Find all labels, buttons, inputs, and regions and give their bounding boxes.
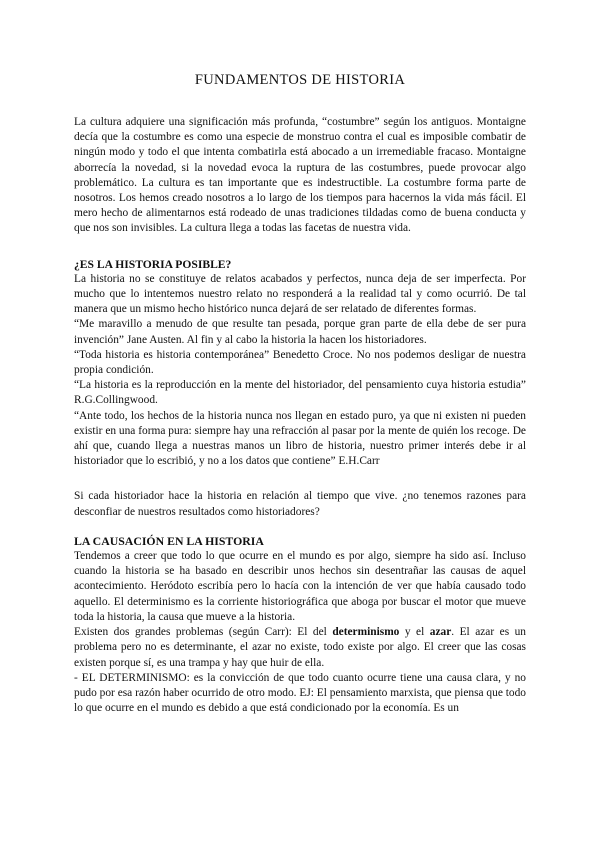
- spacer: [74, 520, 526, 534]
- problems-paragraph: [74, 625, 526, 671]
- text-run: . El azar es un problema pero no es determinante, el azar no existe, todo existe por algo. El creer que las cosas existen porque sí, es una trampa y hay que huir de ella.: [74, 626, 526, 669]
- text-run: y el: [399, 626, 430, 639]
- quote-austen: “Me maravillo a menudo de que resulte tan pesada, porque gran parte de ella debe de ser pura invención” Jane Austen. Al fin y al cabo la historia la hacen los historiadores.: [74, 318, 526, 346]
- intro-paragraph: La cultura adquiere una significación más profunda, “costumbre” según los antiguos. Montaigne decía que la costumbre es como una especie de monstruo contra el cual es imposible combatir de ningún modo y todo el que intenta combatirla está abocado a un irremediable fracaso. Montaigne aborrecía la novedad, si la novedad evoca la ruptura de las costumbres, puede provocar algo problemático. La cultura es tan importante que es indestructible. La costumbre forma parte de nosotros. Los hemos creado nosotros a lo largo de los tiempos para hacernos la vida más fácil. El mero hecho de alimentarnos está rodeado de unas tradiciones tildadas como de buena conducta y que nos son invisibles. La cultura llega a todas las facetas de nuestra vida.: [74, 116, 526, 235]
- quote-collingwood: “La historia es la reproducción en la mente del historiador, del pensamiento cuya historia estudia” R.G.Collingwood.: [74, 379, 526, 407]
- spacer: [74, 237, 526, 257]
- quote-croce: “Toda historia es historia contemporánea” Benedetto Croce. No nos podemos desligar de nuestra propia condición.: [74, 348, 526, 377]
- paragraph: La historia no se constituye de relatos acabados y perfectos, nunca deja de ser imperfecta. Por mucho que lo intentemos nuestro relato no responderá a la realidad tal y como ocurrió. De tal manera que un mismo hecho histórico nunca dejará de ser relatado de diferentes formas.: [74, 272, 526, 316]
- paragraph: Tendemos a creer que todo lo que ocurre en el mundo es por algo, siempre ha sido así. Incluso cuando la historia se ha basado en describir unos hechos sin desentrañar las causas de aquel acontecimiento. Heródoto escribía pero lo hacía con la intención de ver que había causado todo aquello. El determinismo es la corriente historiográfica que aboga por buscar el motor que mueve toda la historia, la causa que mueve a la historia.: [74, 550, 526, 623]
- section-heading-causacion: LA CAUSACIÓN EN LA HISTORIA: [74, 533, 264, 548]
- question-paragraph: Si cada historiador hace la historia en relación al tiempo que vive. ¿no tenemos razones para desconfiar de nuestros resultados como historiadores?: [74, 490, 526, 518]
- determinismo-paragraph: - EL DETERMINISMO: es la convicción de que todo cuanto ocurre tiene una causa clara, y no pudo por esa razón haber ocurrido de otro modo. EJ: El pensamiento marxista, que piensa que todo lo que ocurre en el mundo es debido a que está condicionado por la economía. Es un: [74, 671, 526, 715]
- document-title: FUNDAMENTOS DE HISTORIA: [194, 72, 406, 88]
- spacer: [74, 469, 526, 489]
- section-heading-historia-posible: ¿ES LA HISTORIA POSIBLE?: [74, 257, 232, 271]
- quote-carr: “Ante todo, los hechos de la historia nunca nos llegan en estado puro, ya que ni existen ni pueden existir en una forma pura: siempre hay una refracción al pasar por la mente de quién los recoge. De ahí que, cuando llega a nuestras manos un libro de historia, nuestro primer interés debe ir al historiador que lo escribió, y no a los datos que contiene” E.H.Carr: [74, 409, 526, 468]
- bold-term-determinismo: determinismo: [332, 626, 400, 639]
- text-run: Existen dos grandes problemas (según Carr): El del: [74, 626, 333, 639]
- bold-term-azar: azar: [429, 626, 452, 639]
